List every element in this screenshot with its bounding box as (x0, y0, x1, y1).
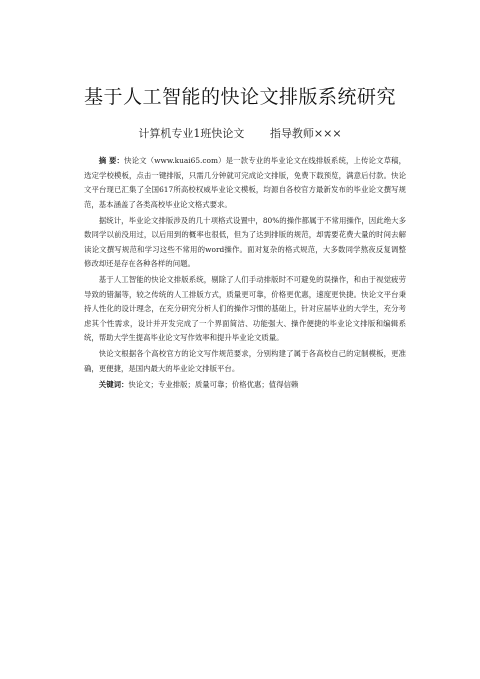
abstract-label: 摘 要： (98, 156, 125, 165)
keywords-text: 快论文；专业排版；质量可靠；价格优惠；值得信赖 (128, 379, 299, 389)
page-title: 基于人工智能的快论文排版系统研究 (83, 86, 396, 108)
abstract-text-1: 快论文（www.kuai65.com）是一款专业的毕业论文在线排版系统，上传论文草稿，选定学校模板，点击一键排版，只需几分钟就可完成论文排版，免费下载预览，满意后付款。快论文平台现已汇集了全国617所高校权威毕业论文模板，均源自各校官方最新发布的毕业论文撰写规范，基本涵盖了各类高校毕业论文格式要求。 (84, 156, 407, 209)
advisor-info: 指导教师××× (269, 127, 342, 140)
abstract-paragraph-2: 据统计，毕业论文排版涉及的几十项格式设置中，80%的操作都属于不常用操作，因此绝大多数同学以前没用过，以后用到的概率也很低，但为了达到排版的规范，却需要花费大量的时间去解读论文撰写规范和学习这些不常用的word操作。面对复杂的格式规范，大多数同学熬夜反复调整修改却还是存在各种各样的问题。 (84, 215, 406, 268)
abstract-paragraph-1 (84, 154, 406, 212)
keywords-line (84, 378, 406, 393)
keywords-label: 关键词： (98, 379, 129, 389)
abstract-section (84, 154, 406, 394)
author-info: 计算机专业1班快论文 (138, 127, 245, 140)
author-line (0, 125, 480, 141)
abstract-paragraph-4: 快论文根据各个高校官方的论文写作规范要求，分别构建了属于各高校自己的定制模板，更准确，更便捷，是国内最大的毕业论文排版平台。 (84, 349, 406, 373)
abstract-paragraph-3: 基于人工智能的快论文排版系统，剔除了人们手动排版时不可避免的误操作，和由于视觉疲劳导致的错漏等，较之传统的人工排版方式，质量更可靠，价格更优惠，速度更快捷。快论文平台秉持人性化的设计理念，在充分研究分析人们的操作习惯的基础上，针对应届毕业的大学生，充分考虑其个性需求，设计并开发完成了一个界面简洁、功能强大、操作便捷的毕业论文排版和编辑系统，帮助大学生提高毕业论文写作效率和提升毕业论文质量。 (84, 275, 406, 342)
